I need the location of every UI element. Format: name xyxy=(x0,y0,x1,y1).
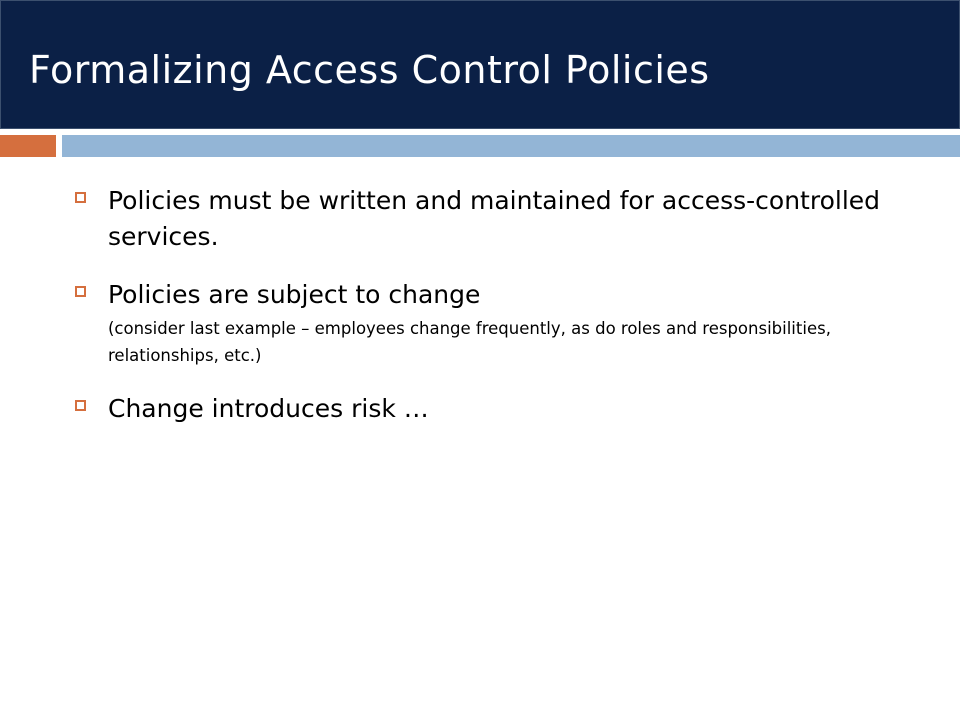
bullet-item xyxy=(70,391,900,427)
slide-title: Formalizing Access Control Policies xyxy=(29,48,710,92)
bullet-item xyxy=(70,277,900,369)
bullet-text: Policies must be written and maintained for access-controlled services. xyxy=(108,186,881,251)
square-bullet-icon xyxy=(75,286,86,297)
bullet-item xyxy=(70,183,900,255)
bullet-list xyxy=(70,183,900,449)
bullet-subtext: (consider last example – employees change frequently, as do roles and responsibilities, relationships, etc.) xyxy=(108,319,831,365)
bullet-text: Change introduces risk … xyxy=(108,394,429,423)
square-bullet-icon xyxy=(75,192,86,203)
accent-bar-blue xyxy=(62,135,960,157)
accent-bar-orange xyxy=(0,135,56,157)
bullet-text: Policies are subject to change xyxy=(108,280,481,309)
square-bullet-icon xyxy=(75,400,86,411)
title-bar xyxy=(0,0,960,129)
